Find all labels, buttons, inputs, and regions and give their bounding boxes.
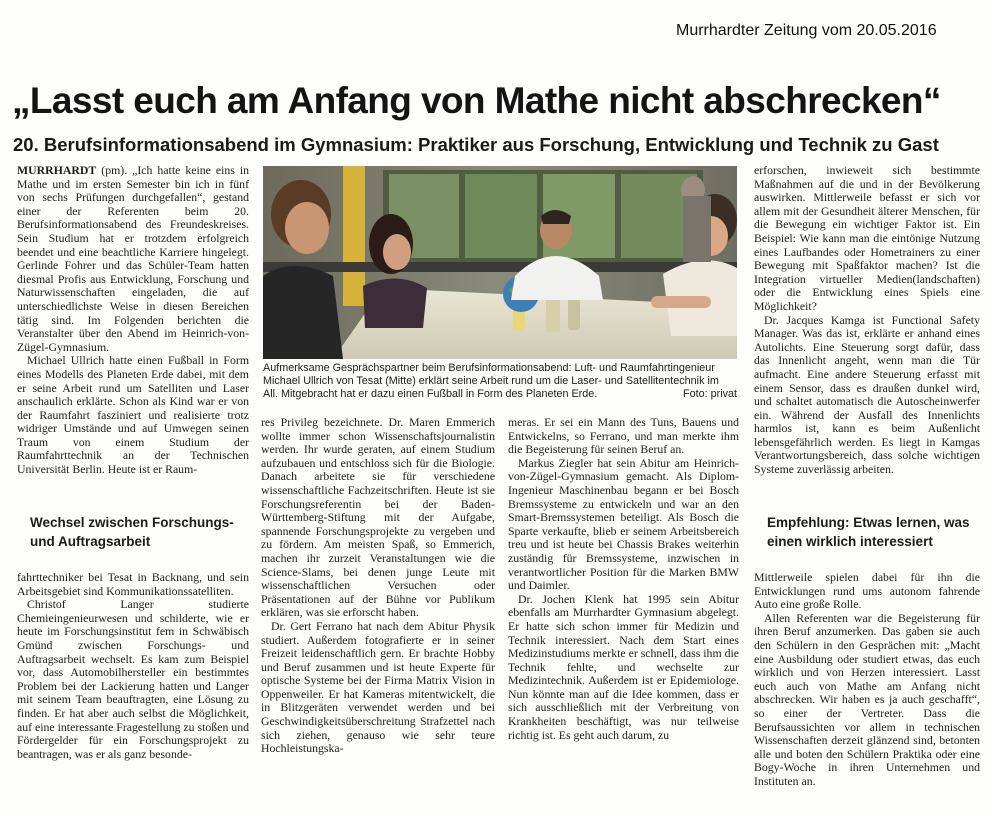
article-column-4-top: [754, 164, 980, 494]
caption-line: Michael Ullrich von Tesat (Mitte) erklärt seine Arbeit rund um die Laser- und Satellitentechnik im: [263, 375, 719, 387]
paragraph: Markus Ziegler hat sein Abitur am Heinrich-von-Zügel-Gymnasium gemacht. Als Diplom-Ingenieur Maschinenbau begann er bei Bosch Bremssysteme zu entwickeln und war an den Smart-Bremssystemen beteiligt. Als Bosch die Sparte verkaufte, blieb er seinem Arbeitsbereich treu und ist heute bei Chassis Brakes weiterhin zuständig für Bremssysteme, inzwischen in verantwortlicher Position für die Marken BMW und Daimler.: [508, 455, 739, 593]
photo-caption: [263, 362, 737, 401]
paragraph: Mittlerweile spielen dabei für ihn die Entwicklungen rund ums autonom fahrende Auto eine große Rolle.: [754, 570, 980, 612]
paragraph: MURRHARDT (pm). „Ich hatte keine eins in Mathe und im ersten Semester bin ich in fünf von sechs Prüfungen durchgefallen“, gestand einer der Referenten beim 20. Berufsinformationsabend des Freundeskreises. Sein Studium hat er trotzdem erfolgreich beendet und eine beachtliche Karriere hingelegt. Gerlinde Fohrer und das Schüler-Team hatten diesmal Profis aus Entwicklung, Forschung und Naturwissenschaften eingeladen, die auf unterschiedlichste Weise in diesen Bereichen tätig sind. Im Folgenden berichten die Veranstalter über den Abend im Heinrich-von-Zügel-Gymnasium.: [17, 163, 250, 354]
article-column-4-bottom: [754, 570, 980, 788]
caption-line: Aufmerksame Gesprächspartner beim Berufsinformationsabend: Luft- und Raumfahrtingenieur: [263, 362, 715, 374]
photo-illustration: [263, 166, 737, 359]
article-column-3: [508, 416, 739, 788]
paragraph: Dr. Jacques Kamga ist Functional Safety Manager. Was das ist, erklärte er anhand eines Autolichts. Eine Steuerung sorgt dafür, dass das Innenlicht angeht, wenn man die Tür aufmacht. Eine andere Steuerung erfasst mit einem Sensor, dass es draußen dunkel wird, und schaltet automatisch die Autoscheinwerfer ein. Während der Ausfall des Innenlichts harmlos ist, kann es beim Außenlicht lebensgefährlich werden. Es liegt in Kamgas Verantwortungsbereich, dass solche wichtigen Systeme zuverlässig arbeiten.: [754, 312, 980, 477]
article-column-2: [261, 416, 495, 788]
newspaper-source: Murrhardter Zeitung vom 20.05.2016: [676, 22, 937, 39]
article-column-1-top: [17, 164, 249, 490]
paragraph: meras. Er sei ein Mann des Tuns, Bauens und Entwickelns, so Ferrano, und man merkte ihm die Begeisterung für seinen Beruf an.: [508, 415, 739, 457]
headline: „Lasst euch am Anfang von Mathe nicht abschrecken“: [12, 80, 941, 121]
caption-line: All. Mitgebracht hat er dazu einen Fußball in Form des Planeten Erde.: [263, 388, 598, 400]
paragraph: Dr. Jochen Klenk hat 1995 sein Abitur ebenfalls am Murrhardter Gymnasium abgelegt. Er hatte sich schon immer für Medizin und Technik interessiert. Nach dem Start eines Medizinstudiums merkte er schnell, dass ihm die Technik fehlte, und wechselte zur Medizintechnik. Außerdem ist er Epidemiologe. Nun könnte man auf die Idee kommen, dass er sich ausschließlich mit der Verbreitung von Krankheiten beschäftigt, was nur teilweise richtig ist. Es geht auch darum, zu: [508, 591, 739, 742]
subheadline: 20. Berufsinformationsabend im Gymnasium: Praktiker aus Forschung, Entwicklung und Technik zu Gast: [13, 134, 939, 155]
paragraph: Allen Referenten war die Begeisterung für ihren Beruf anzumerken. Das gaben sie auch den Schülern in den Gesprächen mit: „Macht eine Ausbildung oder studiert etwas, das euch wirklich und von Herzen interessiert. Lasst euch auch von Mathe am Anfang nicht abschrecken. Wir haben es ja auch geschafft“, so einer der Vertreter. Dass die Berufsaussichten vor allem in technischen Wissenschaften derzeit glänzend sind, betonten alle und boten den Schülern Praktika oder eine Bogy-Woche in ihren Unternehmen und Instituten an.: [754, 610, 980, 788]
article-column-1-bottom: [17, 571, 249, 785]
paragraph: Christof Langer studierte Chemieingenieurwesen und schilderte, wie er heute im Forschungsinstitut fem in Schwäbisch Gmünd zwischen Forschungs- und Auftragsarbeit wechselt. Es kam zum Beispiel vor, dass Automobilhersteller ein bestimmtes Problem bei der Lackierung hatten und Langer mit seinem Team beauftragten, eine Lösung zu finden. Er hat aber auch selbst die Möglichkeit, auf eine interessante Fragestellung zu stoßen und Fördergelder für ein Forschungsprojekt zu beantragen, was er als ganz besonde-: [17, 597, 249, 761]
paragraph: erforschen, inwieweit sich bestimmte Maßnahmen auf die und in der Bevölkerung auswirken. Mittlerweile befasst er sich vor allem mit der Gesundheit älterer Menschen, für die Bewegung ein wichtiger Faktor ist. Ein Beispiel: Wie kann man die eintönige Nutzung eines Laufbandes oder Hometrainers zu einer Bewegung mit Spaßfaktor machen? Ist die Integration virtueller Medien(landschaften) oder die Entwicklung eines Spiels eine Möglichkeit?: [754, 163, 980, 313]
subheading-empfehlung: Empfehlung: Etwas lernen, was einen wirklich interessiert: [767, 515, 970, 549]
paragraph: res Privileg bezeichnete. Dr. Maren Emmerich wollte immer schon Wissenschaftsjournalistin werden. Ihr wurde geraten, auf einem Studium aufzubauen und entschloss sich für die Biologie. Danach arbeitete sie für verschiedene wissenschaftliche Fachzeitschriften. Heute ist sie Forschungsreferentin bei der Baden-Württemberg-Stiftung mit der Aufgabe, spannende Forschungsprojekte zu vergeben und zu fördern. Am meisten Spaß, so Emmerich, machen ihr zurzeit Veranstaltungen wie die Science-Slams, bei denen junge Leute mit wissenschaftlichen Versuchen oder Präsentationen auf der Bühne vor Publikum erklären, was sie erforscht haben.: [261, 415, 495, 620]
paragraph: Michael Ullrich hatte einen Fußball in Form eines Modells des Planeten Erde dabei, mit dem er seine Arbeit rund um Satelliten und Laser anschaulich erklärte. Schon als Kind war er von der Raumfahrt fasziniert und realisierte trotz widriger Umstände und auf Umwegen seinen Traum von einem Studium der Raumfahrttechnik an der Technischen Universität Berlin. Heute ist er Raum-: [17, 353, 249, 477]
paragraph: fahrttechniker bei Tesat in Backnang, und sein Arbeitsgebiet sind Kommunikationssatelliten.: [17, 570, 249, 598]
subheading-forschung: Wechsel zwischen Forschungs- und Auftragsarbeit: [30, 515, 234, 549]
article-photo: [263, 166, 737, 359]
dateline: MURRHARDT: [17, 163, 97, 177]
paragraph: Dr. Gert Ferrano hat nach dem Abitur Physik studiert. Außerdem fotografierte er in seiner Freizeit leidenschaftlich gern. Er brachte Hobby und Beruf zusammen und ist heute Experte für optische Systeme bei der Firma Matrix Vision in Oppenweiler. Er hat Kameras mitentwickelt, die in Blitzgeräten verwendet werden und bei Geschwindigkeitsüberschreitung Strafzettel nach sich ziehen, genauso wie sehr teure Hochleistungska-: [261, 618, 495, 756]
photo-credit: Foto: privat: [682, 388, 737, 400]
